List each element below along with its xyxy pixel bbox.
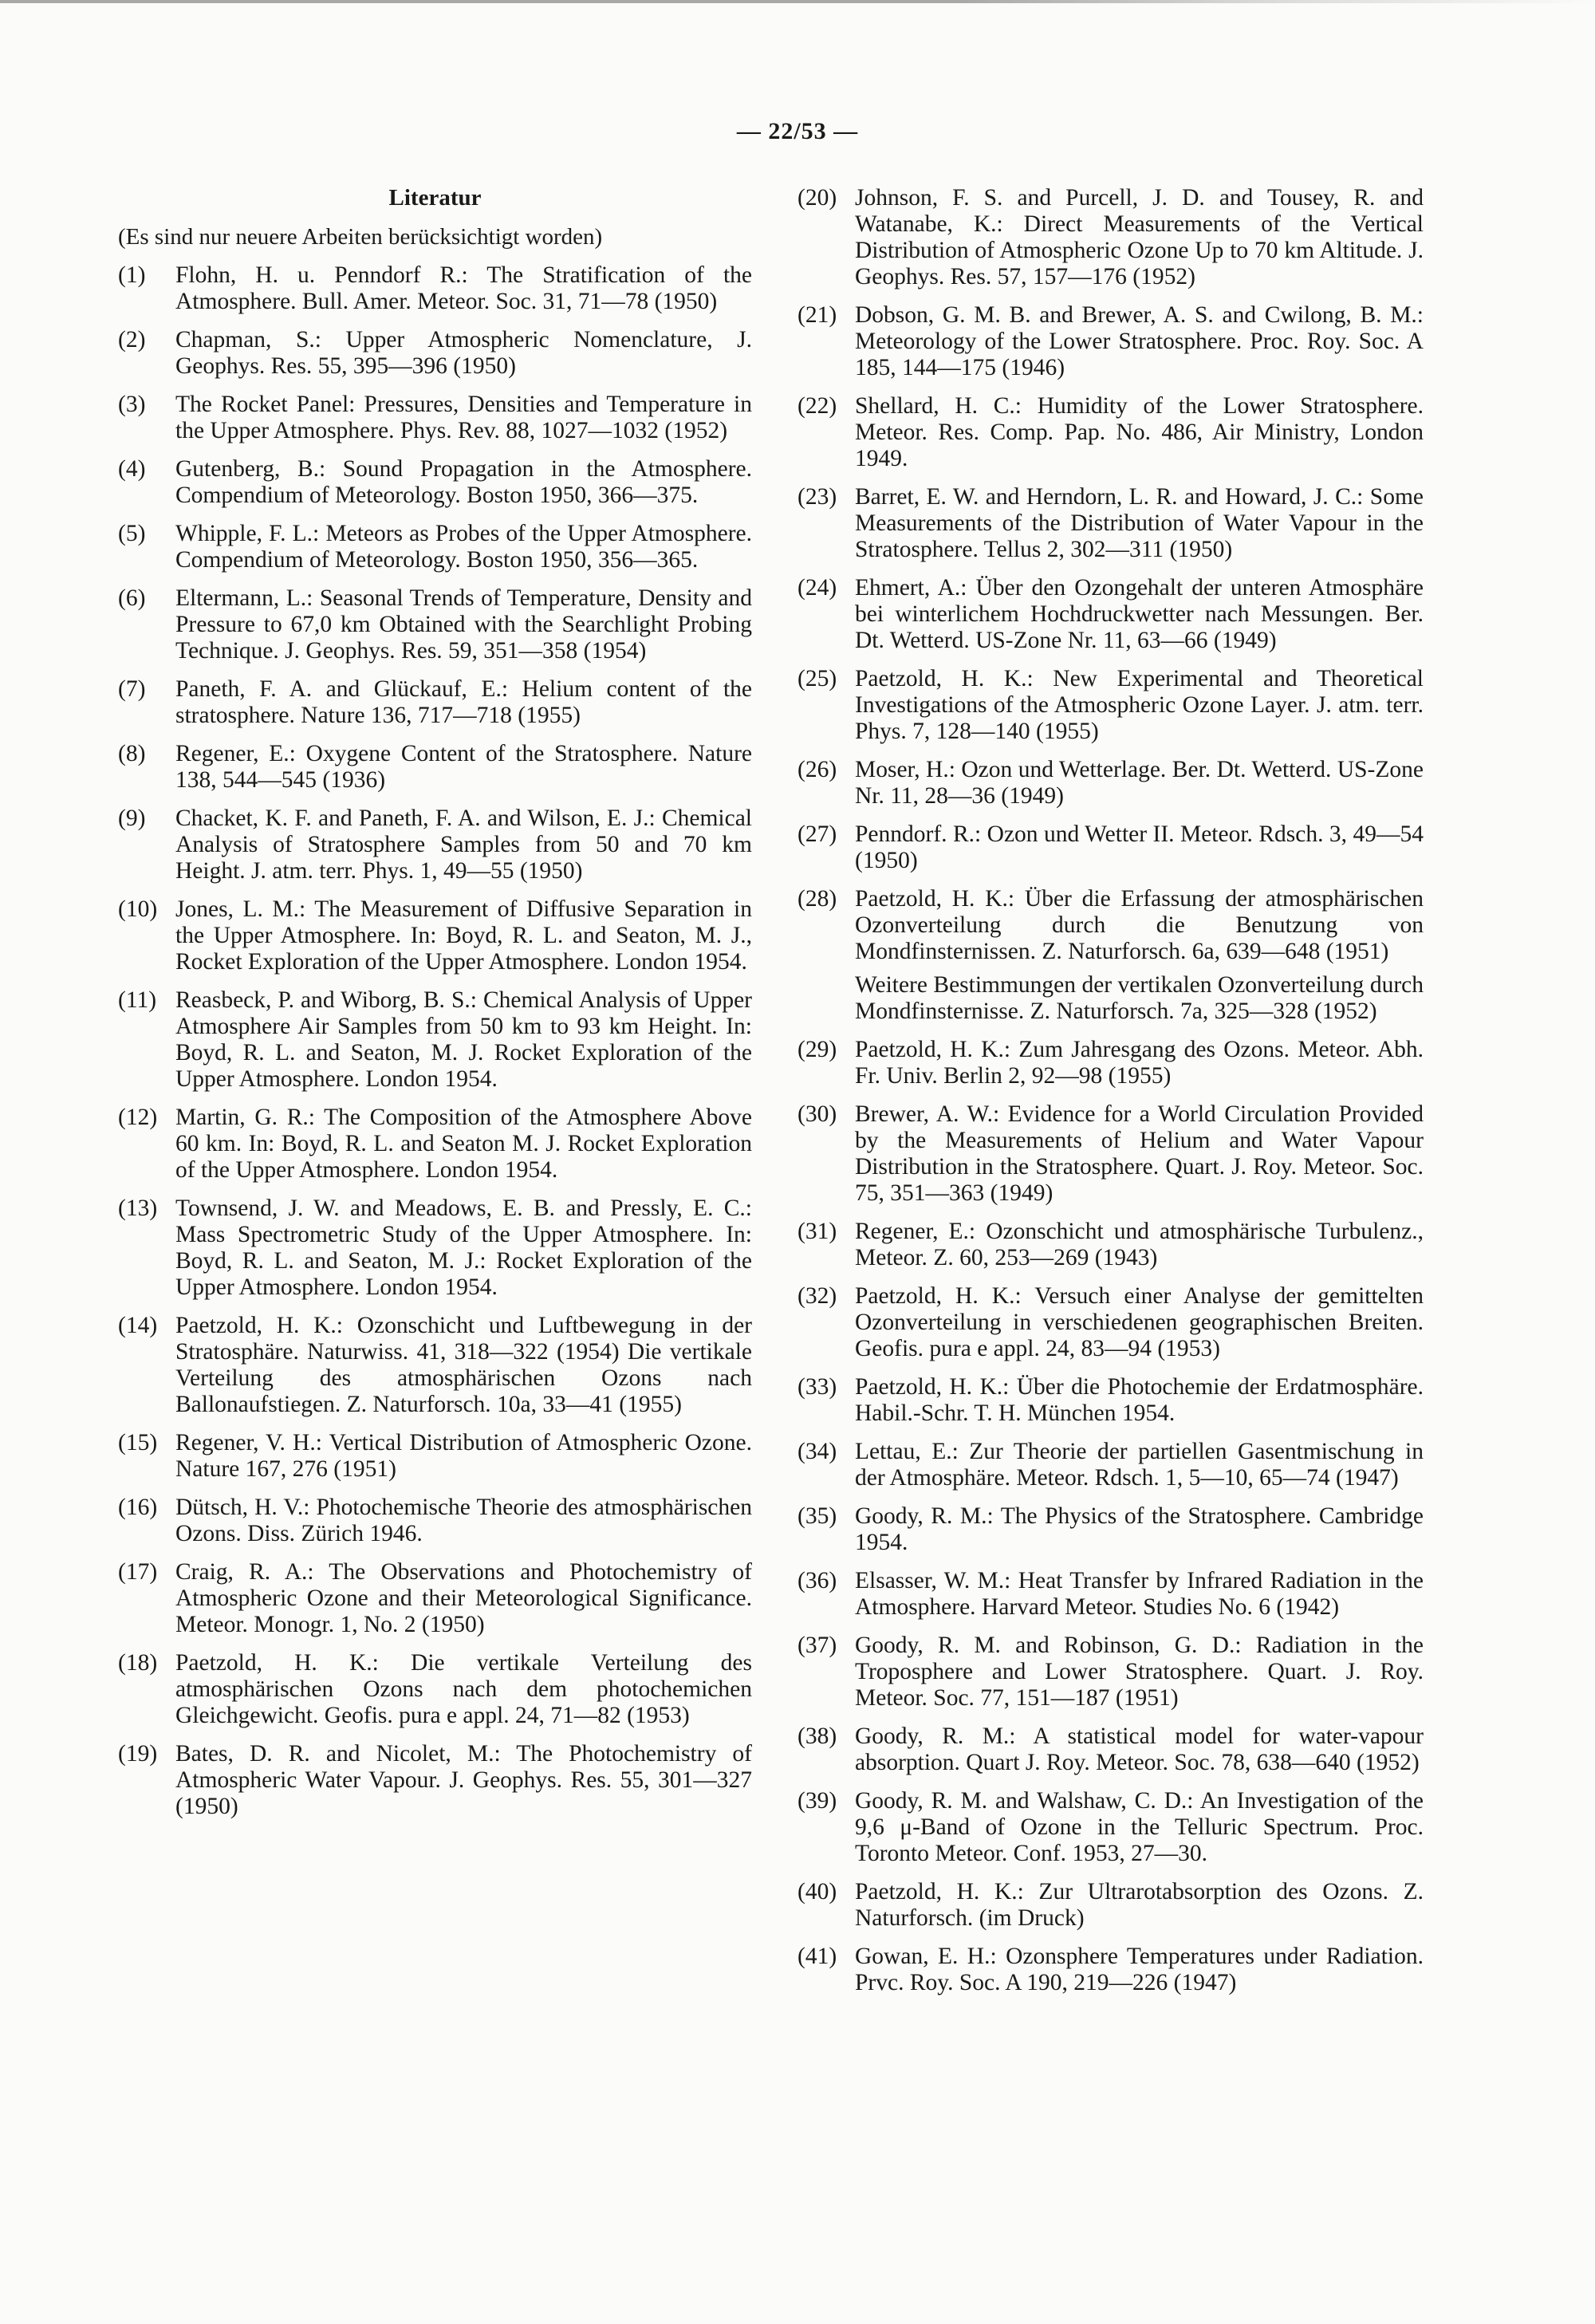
right-column [798,185,1424,2008]
reference-number: (23) [798,484,837,510]
reference-item [118,1559,752,1638]
reference-text: Moser, H.: Ozon und Wetterlage. Ber. Dt. Wetterd. US-Zone Nr. 11, 28—36 (1949) [855,757,1424,809]
section-note: (Es sind nur neuere Arbeiten berücksichtigt worden) [118,224,603,250]
reference-text: Ehmert, A.: Über den Ozongehalt der unteren Atmosphäre bei winterlichem Hochdruckwetter nach Messungen. Ber. Dt. Wetterd. US-Zone Nr. 11, 63—66 (1949) [855,575,1424,653]
left-column [118,185,752,1832]
reference-text: Paetzold, H. K.: Zum Jahresgang des Ozons. Meteor. Abh. Fr. Univ. Berlin 2, 92—98 (1955) [855,1037,1424,1089]
reference-number: (25) [798,666,837,691]
reference-number: (39) [798,1788,837,1814]
reference-number: (26) [798,757,837,782]
reference-number: (21) [798,302,837,328]
reference-item [118,896,752,975]
top-scan-rule [0,0,1595,3]
reference-item [798,484,1424,563]
reference-text: Goody, R. M. and Robinson, G. D.: Radiation in the Troposphere and Lower Stratosphere. Quart. J. Roy. Meteor. Soc. 77, 151—187 (1951) [855,1633,1424,1711]
reference-item [118,456,752,509]
reference-number: (29) [798,1037,837,1062]
reference-text: Paetzold, H. K.: Versuch einer Analyse der gemittelten Ozonverteilung in verschiedenen geographischen Breiten. Geofis. pura e appl. 24, 83—94 (1953) [855,1283,1424,1361]
reference-text: Paetzold, H. K.: Über die Erfassung der atmosphärischen Ozonverteilung durch die Benutzung von Mondfinsternissen. Z. Naturforsch. 6a, 639—648 (1951) [855,886,1424,964]
reference-number: (40) [798,1879,837,1904]
reference-text: Regener, E.: Oxygene Content of the Stratosphere. Nature 138, 544—545 (1936) [175,741,752,793]
reference-text: Eltermann, L.: Seasonal Trends of Temperature, Density and Pressure to 67,0 km Obtained with the Searchlight Probing Technique. J. Geophys. Res. 59, 351—358 (1954) [175,585,752,664]
reference-text: Paneth, F. A. and Glückauf, E.: Helium content of the stratosphere. Nature 136, 717—718 (1955) [175,676,752,728]
reference-text: Elsasser, W. M.: Heat Transfer by Infrared Radiation in the Atmosphere. Harvard Meteor. Studies No. 6 (1942) [855,1568,1424,1620]
reference-number: (17) [118,1559,158,1585]
reference-text: Goody, R. M.: The Physics of the Stratosphere. Cambridge 1954. [855,1503,1424,1555]
reference-number: (32) [798,1283,837,1309]
reference-number: (6) [118,585,146,611]
reference-item [798,1101,1424,1207]
reference-text: Shellard, H. C.: Humidity of the Lower Stratosphere. Meteor. Res. Comp. Pap. No. 486, Air Ministry, London 1949. [855,393,1424,471]
reference-item [798,1503,1424,1556]
reference-text: Flohn, H. u. Penndorf R.: The Stratification of the Atmosphere. Bull. Amer. Meteor. Soc. 31, 71—78 (1950) [175,262,752,314]
reference-text: Regener, E.: Ozonschicht und atmosphärische Turbulenz., Meteor. Z. 60, 253—269 (1943) [855,1219,1424,1270]
reference-number: (9) [118,806,146,831]
reference-number: (37) [798,1633,837,1658]
reference-text: Goody, R. M.: A statistical model for water-vapour absorption. Quart J. Roy. Meteor. Soc. 78, 638—640 (1952) [855,1723,1424,1775]
reference-number: (34) [798,1439,837,1464]
reference-item [118,1430,752,1483]
reference-item [798,1037,1424,1089]
reference-text: Brewer, A. W.: Evidence for a World Circulation Provided by the Measurements of Helium and Water Vapour Distribution in the Stratosphere. Quart. J. Roy. Meteor. Soc. 75, 351—363 (1949) [855,1101,1424,1206]
reference-number: (41) [798,1944,837,1969]
reference-text: Paetzold, H. K.: New Experimental and Theoretical Investigations of the Atmospheric Ozone Layer. J. atm. terr. Phys. 7, 128—140 (1955) [855,666,1424,744]
reference-number: (31) [798,1219,837,1244]
reference-text: Paetzold, H. K.: Ozonschicht und Luftbewegung in der Stratosphäre. Naturwiss. 41, 318—322 (1954) Die vertikale Verteilung des atmosphärischen Ozons nach Ballonaufstiegen. Z. Naturforsch. 10a, 33—41 (1955) [175,1313,752,1417]
reference-number: (35) [798,1503,837,1529]
reference-text: Martin, G. R.: The Composition of the Atmosphere Above 60 km. In: Boyd, R. L. and Seaton M. J. Rocket Exploration of the Upper Atmosphere. London 1954. [175,1105,752,1183]
reference-number: (15) [118,1430,158,1455]
reference-number: (13) [118,1195,158,1221]
reference-text: Dütsch, H. V.: Photochemische Theorie des atmosphärischen Ozons. Diss. Zürich 1946. [175,1495,752,1546]
reference-item [118,1105,752,1184]
reference-number: (4) [118,456,146,482]
reference-item [118,1195,752,1301]
section-heading: Literatur [388,185,482,211]
reference-text: The Rocket Panel: Pressures, Densities and Temperature in the Upper Atmosphere. Phys. Rev. 88, 1027—1032 (1952) [175,392,752,443]
reference-number: (18) [118,1650,158,1676]
reference-item [118,806,752,884]
reference-text: Lettau, E.: Zur Theorie der partiellen Gasentmischung in der Atmosphäre. Meteor. Rdsch. 1, 5—10, 65—74 (1947) [855,1439,1424,1491]
reference-item [798,1944,1424,1996]
reference-item [118,521,752,573]
reference-text: Paetzold, H. K.: Zur Ultrarotabsorption des Ozons. Z. Naturforsch. (im Druck) [855,1879,1424,1931]
reference-item [118,1495,752,1547]
reference-item [118,1313,752,1418]
reference-number: (11) [118,987,157,1013]
reference-text: Penndorf. R.: Ozon und Wetter II. Meteor. Rdsch. 3, 49—54 (1950) [855,821,1424,873]
reference-number: (5) [118,521,146,546]
reference-text: Craig, R. A.: The Observations and Photochemistry of Atmospheric Ozone and their Meteorological Significance. Meteor. Monogr. 1, No. 2 (1950) [175,1559,752,1637]
reference-number: (7) [118,676,146,702]
reference-number: (33) [798,1374,837,1400]
reference-number: (24) [798,575,837,601]
reference-item [798,1283,1424,1362]
reference-item [798,302,1424,381]
reference-item [798,757,1424,809]
reference-item [118,262,752,315]
reference-number: (38) [798,1723,837,1749]
reference-text: Paetzold, H. K.: Die vertikale Verteilung des atmosphärischen Ozons nach dem photochemichen Gleichgewicht. Geofis. pura e appl. 24, 71—82 (1953) [175,1650,752,1728]
reference-number: (10) [118,896,158,922]
reference-item [798,1879,1424,1932]
reference-item [118,1741,752,1820]
reference-text: Paetzold, H. K.: Über die Photochemie der Erdatmosphäre. Habil.-Schr. T. H. München 1954. [855,1374,1424,1426]
reference-text: Gutenberg, B.: Sound Propagation in the Atmosphere. Compendium of Meteorology. Boston 1950, 366—375. [175,456,752,508]
reference-item [798,1633,1424,1711]
reference-text: Regener, V. H.: Vertical Distribution of Atmospheric Ozone. Nature 167, 276 (1951) [175,1430,752,1482]
reference-text: Gowan, E. H.: Ozonsphere Temperatures under Radiation. Prvc. Roy. Soc. A 190, 219—226 (1947) [855,1944,1424,1995]
reference-number: (2) [118,327,146,353]
reference-number: (20) [798,185,837,211]
reference-text: Jones, L. M.: The Measurement of Diffusive Separation in the Upper Atmosphere. In: Boyd, R. L. and Seaton, M. J., Rocket Exploration of the Upper Atmosphere. London 1954. [175,896,752,975]
reference-item [798,1723,1424,1776]
reference-item [118,987,752,1093]
reference-text: Dobson, G. M. B. and Brewer, A. S. and Cwilong, B. M.: Meteorology of the Lower Stratosphere. Proc. Roy. Soc. A 185, 144—175 (1946) [855,302,1424,380]
reference-number: (36) [798,1568,837,1593]
reference-text: Johnson, F. S. and Purcell, J. D. and Tousey, R. and Watanabe, K.: Direct Measurements of the Vertical Distribution of Atmospheric Ozone Up to 70 km Altitude. J. Geophys. Res. 57, 157—176 (1952) [855,185,1424,290]
reference-text: Goody, R. M. and Walshaw, C. D.: An Investigation of the 9,6 μ-Band of Ozone in the Telluric Spectrum. Proc. Toronto Meteor. Conf. 1953, 27—30. [855,1788,1424,1866]
reference-text: Chacket, K. F. and Paneth, F. A. and Wilson, E. J.: Chemical Analysis of Stratosphere Samples from 50 and 70 km Height. J. atm. terr. Phys. 1, 49—55 (1950) [175,806,752,884]
reference-item [118,1650,752,1729]
reference-number: (14) [118,1313,158,1338]
reference-number: (12) [118,1105,158,1130]
reference-item [118,741,752,794]
reference-text: Reasbeck, P. and Wiborg, B. S.: Chemical Analysis of Upper Atmosphere Air Samples from 50 km to 93 km Height. In: Boyd, R. L. and Seaton, M. J. Rocket Exploration of the Upper Atmosphere. London 1954. [175,987,752,1092]
reference-text: Townsend, J. W. and Meadows, E. B. and Pressly, E. C.: Mass Spectrometric Study of the Upper Atmosphere. In: Boyd, R. L. and Seaton, M. J.: Rocket Exploration of the Upper Atmosphere. London 1954. [175,1195,752,1300]
reference-item [798,1219,1424,1271]
reference-number: (1) [118,262,146,288]
reference-item [798,1788,1424,1867]
reference-text: Bates, D. R. and Nicolet, M.: The Photochemistry of Atmospheric Water Vapour. J. Geophys. Res. 55, 301—327 (1950) [175,1741,752,1819]
reference-item [118,585,752,664]
reference-continuation: Weitere Bestimmungen der vertikalen Ozonverteilung durch Mondfinsternisse. Z. Naturforsch. 7a, 325—328 (1952) [855,972,1424,1024]
left-reference-list [118,262,752,1820]
reference-text: Whipple, F. L.: Meteors as Probes of the Upper Atmosphere. Compendium of Meteorology. Boston 1950, 356—365. [175,521,752,573]
reference-item [798,886,1424,965]
reference-number: (3) [118,392,146,417]
reference-item [798,666,1424,745]
reference-item [798,821,1424,874]
reference-text: Chapman, S.: Upper Atmospheric Nomenclature, J. Geophys. Res. 55, 395—396 (1950) [175,327,752,379]
reference-item [118,327,752,380]
reference-number: (28) [798,886,837,912]
reference-item [118,676,752,729]
reference-number: (19) [118,1741,158,1767]
reference-number: (8) [118,741,146,766]
reference-item [798,393,1424,472]
reference-item [118,392,752,444]
right-reference-list [798,185,1424,1996]
page-number: — 22/53 — [736,118,859,144]
reference-item [798,1439,1424,1491]
reference-item [798,575,1424,654]
reference-item [798,1568,1424,1621]
reference-number: (16) [118,1495,158,1520]
reference-item [798,1374,1424,1427]
reference-number: (22) [798,393,837,419]
reference-text: Barret, E. W. and Herndorn, L. R. and Howard, J. C.: Some Measurements of the Distribution of Water Vapour in the Stratosphere. Tellus 2, 302—311 (1950) [855,484,1424,562]
reference-number: (27) [798,821,837,847]
reference-item [798,185,1424,290]
reference-number: (30) [798,1101,837,1127]
